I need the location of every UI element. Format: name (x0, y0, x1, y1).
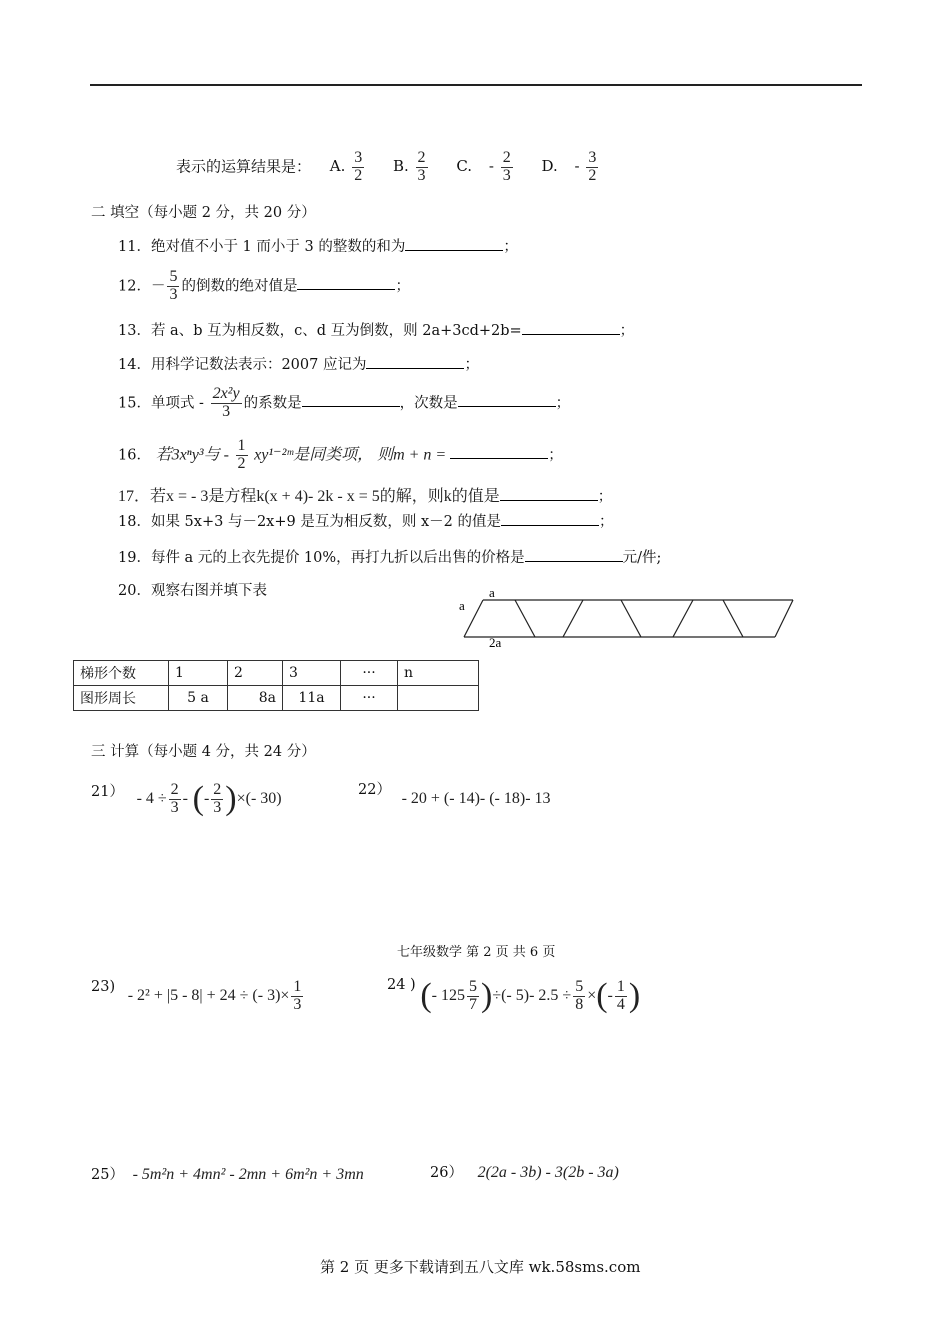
option-a-fraction: $\frac{3}{2}$ (354, 149, 363, 184)
table-row: 图形周长 5 a 8a 11a ··· (74, 686, 479, 711)
question-18: 18．如果 5x+3 与－2x+9 是互为相反数，则 x－2 的值是 ； (118, 510, 613, 531)
answer-blank[interactable] (525, 547, 623, 562)
question-20: 20．观察右图并填下表 (118, 583, 267, 599)
q16-fraction: $\frac{1}{2}$ (237, 437, 246, 472)
answer-blank[interactable] (302, 392, 400, 407)
q10-options: 表示的运算结果是： A. $\frac{3}{2}$ B. $\frac{2}{3}$ C. - $\frac{2}{3}$ D. - $\frac{3}{2}$ (176, 149, 597, 184)
question-14: 14．用科学记数法表示：2007 应记为 ； (118, 353, 479, 374)
question-25: 25） - 5m²n + 4mn² - 2mn + 6m²n + 3mn (91, 1166, 364, 1183)
answer-blank[interactable] (458, 392, 556, 407)
option-c-fraction: $\frac{2}{3}$ (502, 149, 511, 184)
fig-label-left: a (459, 598, 465, 613)
question-11: 11．绝对值不小于 1 而小于 3 的整数的和为 ； (118, 235, 518, 256)
perimeter-table (73, 660, 479, 711)
trapezoid-figure (455, 583, 800, 648)
question-12: 12．－ $\frac{5}{3}$ 的倒数的绝对值是 ； (118, 268, 410, 303)
table-answer-cell[interactable] (398, 686, 479, 711)
option-b-fraction: $\frac{2}{3}$ (417, 149, 426, 184)
question-24: 24 ) (- 125 $\frac{5}{7}$ )÷(- 5)- 2.5 ÷ $\frac{5}{8}$ ×(- $\frac{1}{4}$ ) (387, 977, 641, 1014)
fig-label-bottom: 2a (489, 635, 502, 648)
answer-blank[interactable] (501, 511, 599, 526)
q15-fraction: $\frac{\text{2x²y}}{3}$ (212, 385, 240, 420)
answer-blank[interactable] (405, 236, 503, 251)
table-row: 梯形个数 1 2 3 ··· n (74, 661, 479, 686)
header-rule (90, 84, 862, 86)
question-26: 26） 2(2a - 3b) - 3(2b - 3a) (430, 1164, 619, 1181)
fig-label-top: a (489, 585, 495, 600)
question-16: 16． 若3xⁿy³与 - $\frac{1}{2}$ xy¹⁻²ᵐ是同类项， 则m + n = ； (118, 437, 563, 472)
question-23: 23) - 2² + |5 - 8| + 24 ÷ (- 3)× $\frac{1}{3}$ (91, 978, 302, 1013)
page-footer: 第 2 页 更多下载请到五八文库 wk.58sms.com (320, 1258, 641, 1276)
section2-title: 二 填空（每小题 2 分，共 20 分） (91, 205, 316, 221)
answer-blank[interactable] (366, 354, 464, 369)
question-22: 22） - 20 + (- 14)- (- 18)- 13 (358, 782, 551, 807)
section3-title: 三 计算（每小题 4 分，共 24 分） (91, 744, 316, 760)
question-21: 21） - 4 ÷ $\frac{2}{3}$ - (- $\frac{2}{3}$ )×(- 30) (91, 780, 282, 817)
answer-blank[interactable] (500, 486, 598, 501)
answer-blank[interactable] (522, 320, 620, 335)
question-17: 17．若x = - 3是方程k(x + 4)- 2k - x = 5的解，则k的值是 ； (118, 488, 613, 505)
page-header-mid: 七年级数学 第 2 页 共 6 页 (397, 945, 556, 960)
answer-blank[interactable] (297, 275, 395, 290)
answer-blank[interactable] (450, 444, 548, 459)
option-d-fraction: $\frac{3}{2}$ (588, 149, 597, 184)
question-13: 13．若 a、b 互为相反数，c、d 互为倒数，则 2a+3cd+2b= ； (118, 319, 634, 340)
q12-fraction: $\frac{5}{3}$ (169, 268, 178, 303)
question-19: 19．每件 a 元的上衣先提价 10%，再打九折以后出售的价格是 元/件; (118, 546, 661, 567)
question-15: 15．单项式 - $\frac{\text{2x²y}}{3}$ 的系数是 ，次数是 ； (118, 385, 571, 420)
